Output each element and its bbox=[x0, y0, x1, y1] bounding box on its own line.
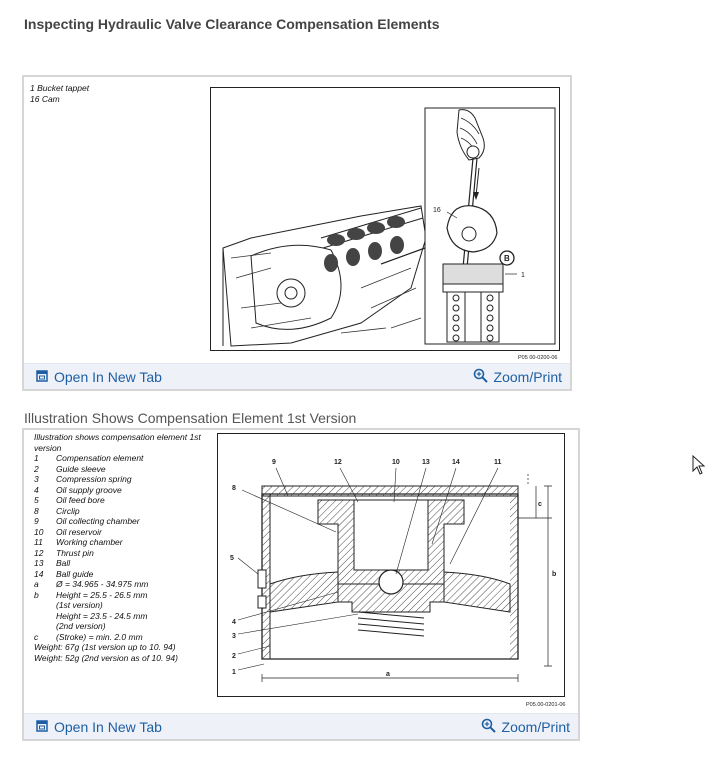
figure-image[interactable] bbox=[24, 77, 570, 363]
zoom-print-label: Zoom/Print bbox=[501, 718, 570, 735]
zoom-print-label: Zoom/Print bbox=[493, 368, 562, 385]
legend-text: (Stroke) = min. 2.0 mm bbox=[56, 631, 143, 642]
figure-image[interactable] bbox=[24, 430, 578, 713]
legend-key: c bbox=[34, 631, 39, 642]
legend-key: 3 bbox=[34, 474, 39, 484]
callout-16: 16 bbox=[433, 207, 441, 214]
figure-toolbar bbox=[24, 713, 578, 739]
legend-text: Height = 23.5 - 24.5 mm bbox=[56, 610, 148, 621]
open-in-new-tab-label: Open In New Tab bbox=[54, 718, 162, 735]
figure-toolbar bbox=[24, 363, 570, 389]
legend-text: (2nd version) bbox=[56, 621, 106, 631]
callout-13: 13 bbox=[422, 459, 430, 466]
legend-item bbox=[34, 537, 214, 548]
legend-item bbox=[34, 548, 214, 559]
zoom-in-icon bbox=[473, 368, 488, 386]
legend-key: a bbox=[34, 579, 39, 589]
legend-item bbox=[34, 506, 214, 517]
legend-key: 11 bbox=[34, 537, 43, 547]
callout-10: 10 bbox=[392, 459, 400, 466]
callout-4: 4 bbox=[232, 619, 236, 626]
open-in-new-tab-button[interactable] bbox=[36, 719, 162, 735]
open-in-new-tab-icon bbox=[36, 719, 48, 735]
figure-reference-code: P05.00-0201-06 bbox=[526, 702, 566, 708]
weight-line: Weight: 52g (2nd version as of 10. 94) bbox=[34, 652, 178, 663]
dimension-b: b bbox=[552, 571, 557, 578]
callout-8: 8 bbox=[232, 485, 236, 492]
legend-text: Compression spring bbox=[56, 474, 132, 484]
legend-text: Ø = 34.965 - 34.975 mm bbox=[56, 579, 149, 589]
legend-title: Illustration shows compensation element 1st version bbox=[34, 432, 201, 453]
legend-text: Compensation element bbox=[56, 453, 144, 463]
legend-key: 10 bbox=[34, 526, 44, 537]
legend-text: Ball guide bbox=[56, 568, 94, 579]
legend-text: Oil supply groove bbox=[56, 484, 122, 495]
legend-key: 13 bbox=[34, 558, 44, 568]
legend-text: (1st version) bbox=[56, 600, 103, 610]
legend-item bbox=[34, 632, 214, 643]
callout-11: 11 bbox=[494, 459, 502, 466]
zoom-in-icon bbox=[481, 718, 496, 736]
legend-line: 16 Cam bbox=[30, 93, 60, 104]
engine-illustration bbox=[211, 88, 559, 350]
legend-item bbox=[34, 600, 214, 611]
callout-3: 3 bbox=[232, 633, 236, 640]
callout-9: 9 bbox=[272, 459, 276, 466]
legend-key: 1 bbox=[34, 453, 39, 463]
dimension-c: c bbox=[538, 501, 542, 508]
legend-text: Guide sleeve bbox=[56, 463, 106, 474]
callout-1: 1 bbox=[232, 669, 236, 676]
weight-line: Weight: 67g (1st version up to 10. 94) bbox=[34, 642, 176, 652]
engine-drawing bbox=[210, 87, 560, 351]
zoom-print-button[interactable] bbox=[481, 718, 570, 736]
mouse-pointer-icon bbox=[692, 455, 706, 480]
legend-text: Working chamber bbox=[56, 537, 123, 547]
legend-text: Oil feed bore bbox=[56, 495, 105, 505]
legend-item bbox=[34, 453, 214, 464]
legend-item bbox=[34, 495, 214, 506]
legend-text: Oil reservoir bbox=[56, 526, 102, 537]
figure-legend bbox=[34, 432, 214, 663]
open-in-new-tab-button[interactable] bbox=[36, 369, 162, 385]
figure-caption: Illustration Shows Compensation Element 1st Version bbox=[24, 410, 357, 426]
callout-5: 5 bbox=[230, 555, 234, 562]
cross-section-illustration bbox=[218, 434, 564, 696]
legend-text: Ball bbox=[56, 558, 71, 568]
svg-text:B: B bbox=[504, 254, 510, 263]
legend-key: 2 bbox=[34, 463, 39, 474]
legend-key: 5 bbox=[34, 495, 39, 505]
open-in-new-tab-label: Open In New Tab bbox=[54, 368, 162, 385]
legend-item bbox=[34, 579, 214, 590]
legend-item bbox=[34, 611, 214, 622]
legend-key: 12 bbox=[34, 547, 44, 558]
legend-item bbox=[34, 516, 214, 527]
legend-key: b bbox=[34, 589, 39, 600]
dimension-a: a bbox=[386, 671, 390, 678]
legend-item bbox=[34, 485, 214, 496]
legend-text: Circlip bbox=[56, 505, 80, 516]
compensation-element-drawing bbox=[217, 433, 565, 697]
figure-legend bbox=[30, 83, 89, 104]
legend-item bbox=[34, 621, 214, 632]
figure-compensation-element bbox=[22, 428, 580, 741]
page-title: Inspecting Hydraulic Valve Clearance Compensation Elements bbox=[24, 16, 440, 32]
legend-key: 9 bbox=[34, 516, 39, 526]
legend-text: Oil collecting chamber bbox=[56, 516, 140, 526]
legend-item bbox=[34, 464, 214, 475]
figure-reference-code: P05 00-0200-06 bbox=[518, 355, 558, 361]
figure-bucket-tappet bbox=[22, 75, 572, 391]
legend-line: 1 Bucket tappet bbox=[30, 83, 90, 93]
callout-2: 2 bbox=[232, 653, 236, 660]
legend-text: Height = 25.5 - 26.5 mm bbox=[56, 589, 148, 600]
callout-1: 1 bbox=[521, 272, 525, 279]
legend-key: 8 bbox=[34, 505, 39, 516]
callout-12: 12 bbox=[334, 459, 342, 466]
legend-item bbox=[34, 527, 214, 538]
legend-text: Thrust pin bbox=[56, 547, 94, 558]
legend-item bbox=[34, 590, 214, 601]
zoom-print-button[interactable] bbox=[473, 368, 562, 386]
open-in-new-tab-icon bbox=[36, 369, 48, 385]
legend-key: 14 bbox=[34, 568, 44, 579]
legend-key: 4 bbox=[34, 484, 39, 495]
legend-item bbox=[34, 474, 214, 485]
callout-14: 14 bbox=[452, 459, 460, 466]
legend-item bbox=[34, 558, 214, 569]
legend-item bbox=[34, 569, 214, 580]
